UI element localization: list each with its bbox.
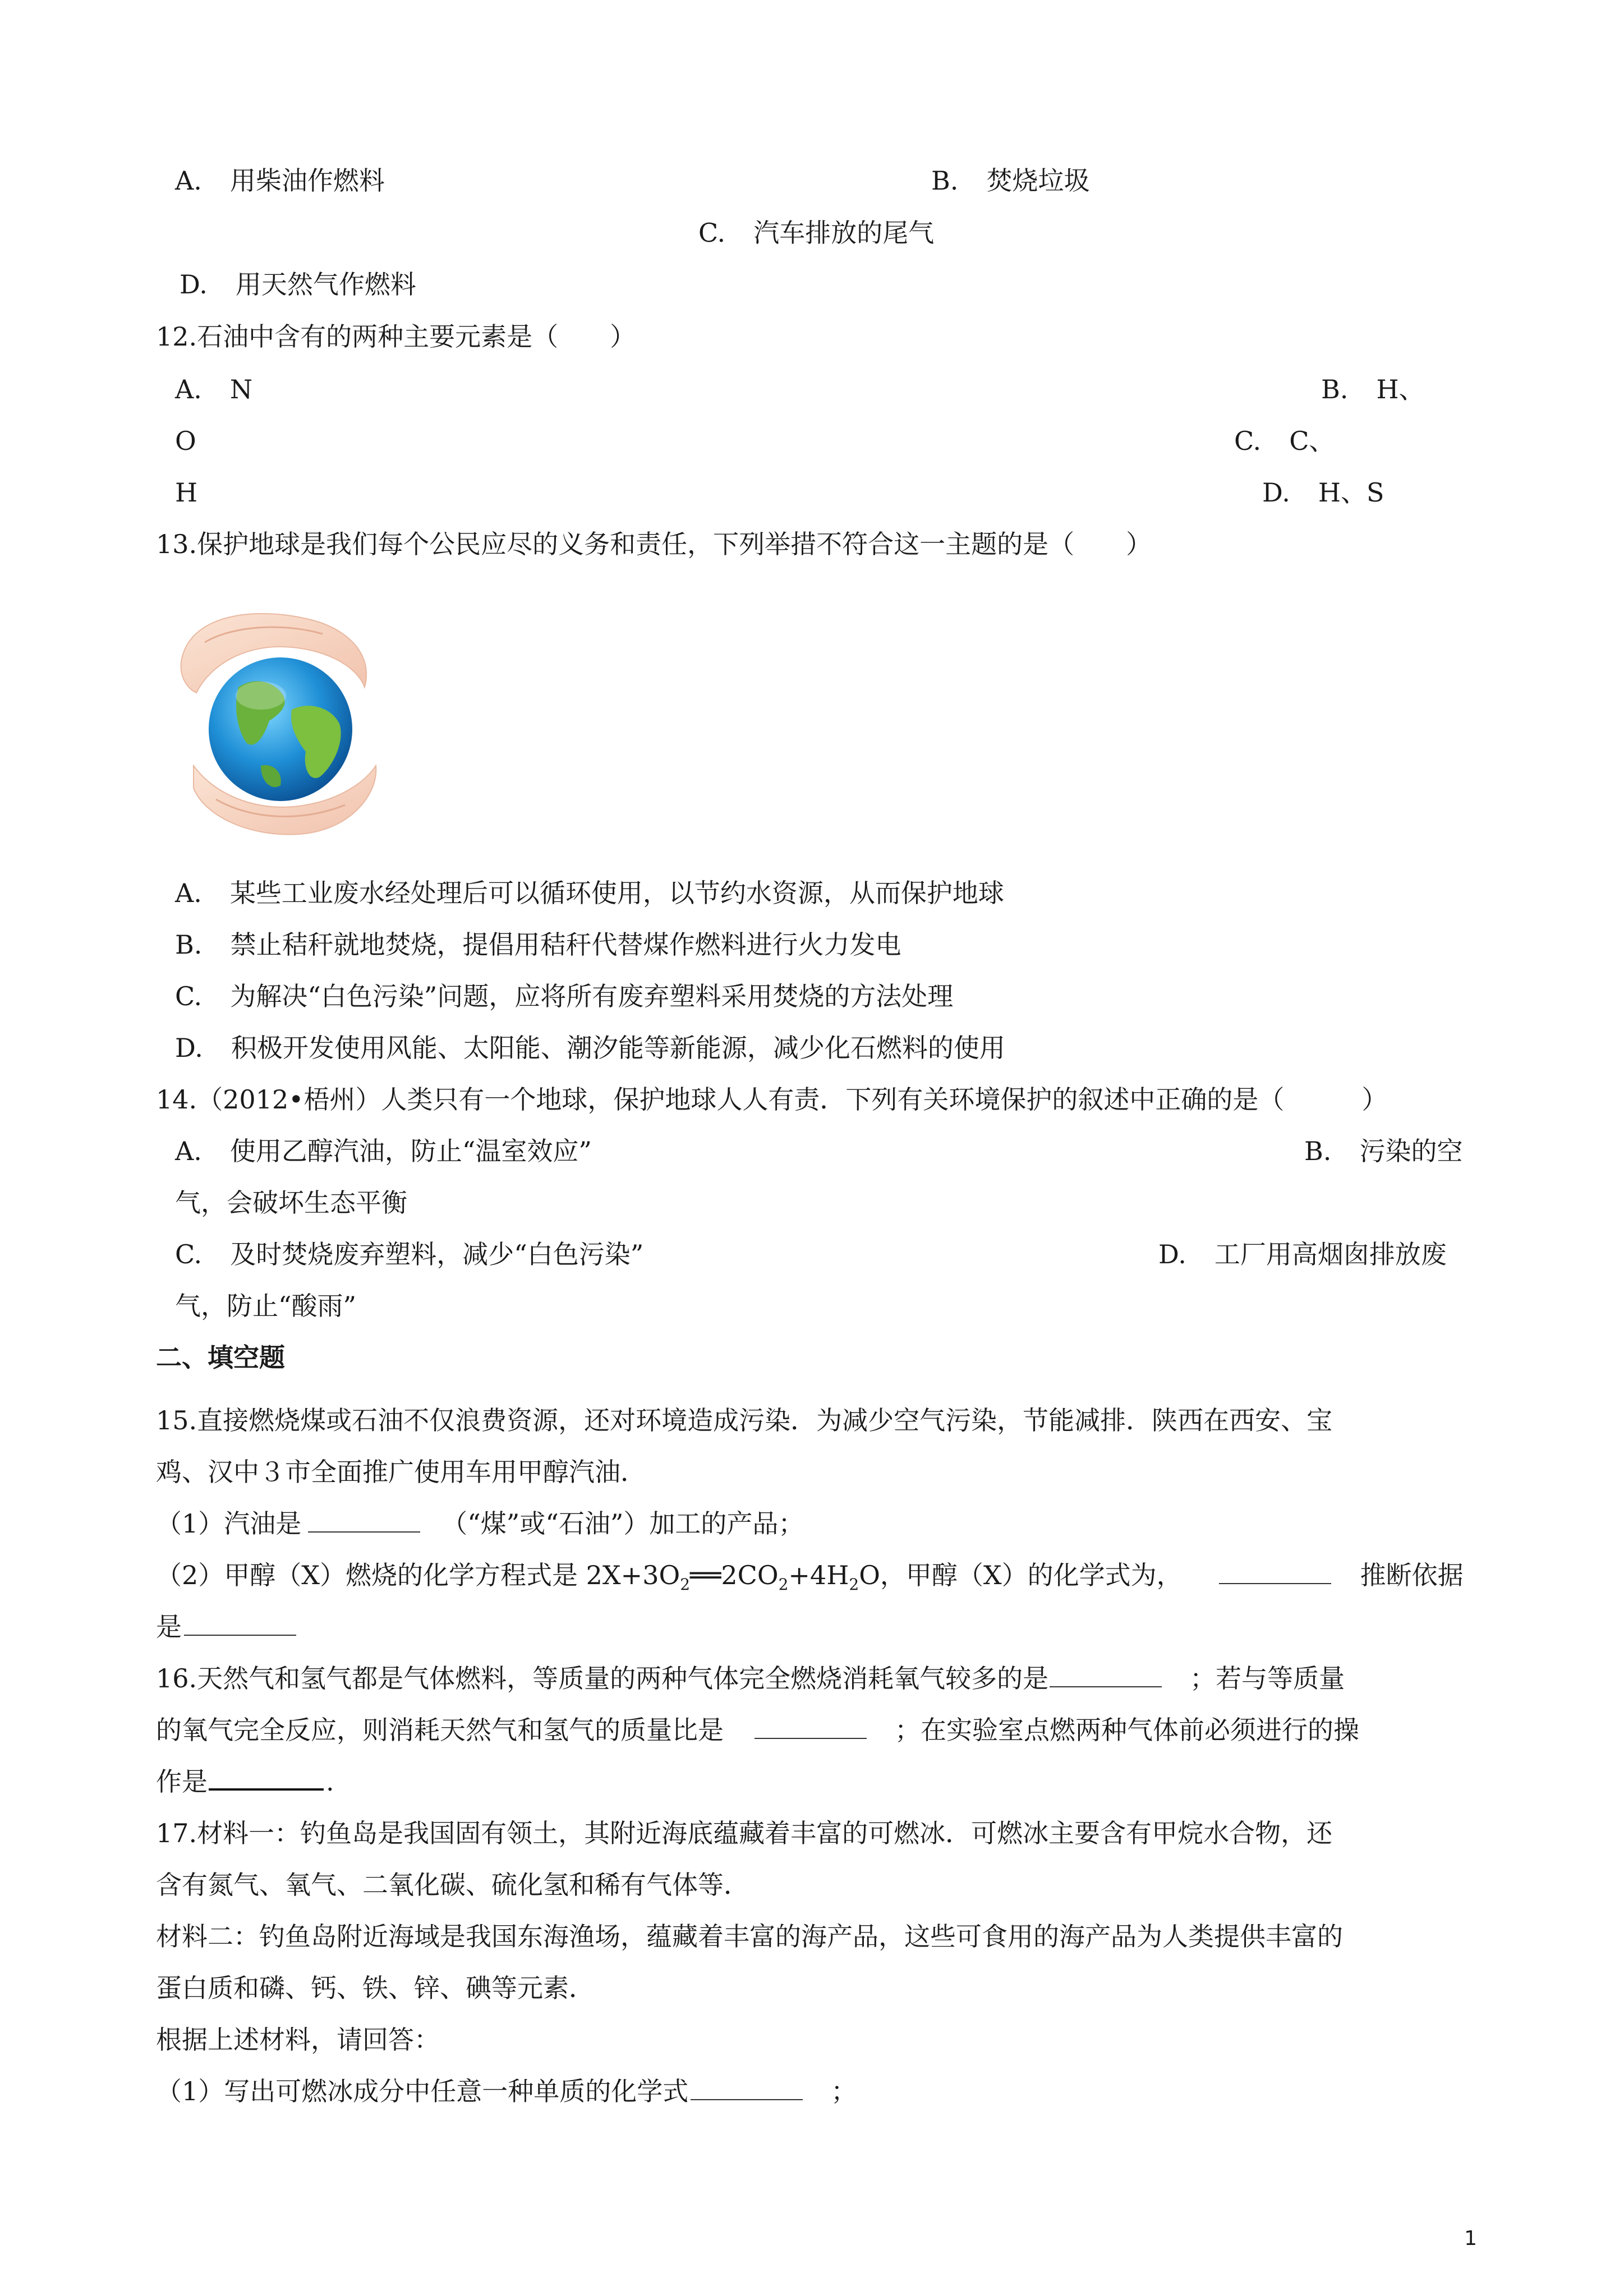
question-text: （2）甲醇（X）燃烧的化学方程式是 2X+3O xyxy=(156,1560,680,1590)
q13-option-a xyxy=(175,875,1004,911)
question-text: ； xyxy=(831,2076,857,2106)
q17-line2: 含有氮气、氧气、二氧化碳、硫化氢和稀有气体等． xyxy=(156,1870,749,1900)
q12-option-c xyxy=(1234,423,1335,459)
option-text: 某些工业废水经处理后可以循环使用，以节约水资源，从而保护地球 xyxy=(229,878,1004,908)
q13-option-c xyxy=(175,978,953,1014)
answer-blank[interactable] xyxy=(184,1612,296,1636)
q12-stem: 12.石油中含有的两种主要元素是（ ） xyxy=(156,321,636,352)
option-text: H、S xyxy=(1318,477,1384,508)
q14-option-a xyxy=(175,1133,592,1169)
question-text: （1）写出可燃冰成分中任意一种单质的化学式 xyxy=(156,2076,689,2106)
answer-blank[interactable] xyxy=(209,1766,324,1791)
option-text: 用天然气作燃料 xyxy=(235,269,416,300)
q16-line3 xyxy=(156,1764,334,1800)
option-letter: D. xyxy=(1158,1239,1186,1269)
question-text: 作是 xyxy=(156,1766,208,1797)
q12-option-a xyxy=(175,371,252,407)
q15-sub2 xyxy=(156,1557,1464,1603)
question-text: 是 xyxy=(156,1612,182,1642)
q13-stem: 13.保护地球是我们每个公民应尽的义务和责任，下列举措不符合这一主题的是（ ） xyxy=(156,529,1152,559)
option-letter: D. xyxy=(1262,477,1290,508)
option-text: 为解决“白色污染”问题，应将所有废弃塑料采用焚烧的方法处理 xyxy=(230,981,954,1011)
q16-line2 xyxy=(156,1712,1359,1748)
q12-option-b xyxy=(1321,371,1425,407)
globe-in-hands-icon xyxy=(171,603,387,839)
q17-line1: 17.材料一：钓鱼岛是我国固有领土，其附近海底蕴藏着丰富的可燃冰．可燃冰主要含有甲烷水合物，还 xyxy=(156,1818,1333,1848)
question-text: . xyxy=(326,1766,334,1797)
equation-text: +4H xyxy=(788,1560,849,1590)
question-text: 16.天然气和氢气都是气体燃料，等质量的两种气体完全燃烧消耗氧气较多的是 xyxy=(156,1663,1049,1694)
q14-option-d xyxy=(1158,1236,1447,1272)
option-text: 汽车排放的尾气 xyxy=(753,218,935,248)
option-text: 禁止秸秆就地焚烧，提倡用秸秆代替煤作燃料进行火力发电 xyxy=(230,930,901,960)
answer-blank[interactable] xyxy=(1050,1664,1162,1687)
q17-sub1 xyxy=(156,2073,857,2109)
option-text: H、 xyxy=(1376,374,1425,404)
answer-blank[interactable] xyxy=(308,1509,420,1533)
q17-line5: 根据上述材料，请回答： xyxy=(156,2024,440,2055)
answer-blank[interactable] xyxy=(1219,1561,1331,1584)
page-number: 1 xyxy=(1464,2227,1477,2250)
subscript: 2 xyxy=(680,1575,691,1594)
question-text: （1）汽油是 xyxy=(156,1508,302,1539)
option-text: 积极开发使用风能、太阳能、潮汐能等新能源，减少化石燃料的使用 xyxy=(231,1033,1005,1063)
option-letter: C. xyxy=(1234,426,1262,456)
question-text: 的氧气完全反应，则消耗天然气和氢气的质量比是 xyxy=(156,1715,724,1745)
q14-option-b xyxy=(1304,1133,1462,1169)
subscript: 2 xyxy=(778,1575,789,1594)
q13-option-b xyxy=(175,927,901,963)
q15-sub2-line2 xyxy=(156,1609,296,1645)
q14-option-d-continued: 气，防止“酸雨” xyxy=(175,1291,357,1321)
option-letter: D. xyxy=(180,269,208,300)
answer-blank[interactable] xyxy=(691,2077,803,2100)
q17-line4: 蛋白质和磷、钙、铁、锌、碘等元素． xyxy=(156,1973,595,2003)
option-letter: A. xyxy=(175,1136,202,1166)
q12-option-b-continued: O xyxy=(175,426,196,456)
q11-option-b xyxy=(931,163,1089,199)
option-text: N xyxy=(229,374,253,404)
option-text: C、 xyxy=(1289,426,1335,456)
option-letter: D. xyxy=(175,1033,203,1063)
option-letter: A. xyxy=(175,878,202,908)
q16-line1 xyxy=(156,1660,1345,1696)
question-text: O，甲醇（X）的化学式为， xyxy=(859,1560,1183,1590)
option-text: 使用乙醇汽油，防止“温室效应” xyxy=(229,1136,592,1166)
q15-stem-line2: 鸡、汉中３市全面推广使用车用甲醇汽油． xyxy=(156,1457,646,1487)
question-text: （“煤”或“石油”）加工的产品； xyxy=(441,1508,804,1539)
option-letter: C. xyxy=(698,218,726,248)
q12-option-c-continued: H xyxy=(175,477,198,508)
q13-option-d xyxy=(175,1030,1005,1066)
option-text: 及时焚烧废弃塑料，减少“白色污染” xyxy=(230,1239,644,1269)
option-letter: B. xyxy=(175,930,203,960)
option-text: 焚烧垃圾 xyxy=(986,165,1090,196)
answer-blank[interactable] xyxy=(755,1715,867,1739)
equation-text: ══2CO xyxy=(690,1560,779,1590)
q14-option-c xyxy=(175,1236,643,1272)
section-heading: 二、填空题 xyxy=(156,1342,285,1373)
q12-option-d xyxy=(1262,475,1384,510)
q11-option-c xyxy=(698,215,934,251)
q14-option-b-continued: 气，会破坏生态平衡 xyxy=(175,1188,407,1218)
option-letter: C. xyxy=(175,981,203,1011)
option-letter: A. xyxy=(175,374,202,404)
question-text: 推断依据 xyxy=(1360,1560,1464,1590)
option-letter: C. xyxy=(175,1239,203,1269)
option-text: 工厂用高烟囱排放废 xyxy=(1214,1239,1447,1269)
option-letter: B. xyxy=(1321,374,1349,404)
q15-stem-line1: 15.直接燃烧煤或石油不仅浪费资源，还对环境造成污染．为减少空气污染，节能减排．陕西在西安、宝 xyxy=(156,1405,1333,1435)
q15-sub1 xyxy=(156,1506,804,1542)
q17-line3: 材料二：钓鱼岛附近海域是我国东海渔场，蕴藏着丰富的海产品，这些可食用的海产品为人类提供丰富的 xyxy=(156,1921,1343,1952)
question-text: ；若与等质量 xyxy=(1190,1663,1345,1694)
option-text: 污染的空 xyxy=(1359,1136,1463,1166)
option-letter: B. xyxy=(1304,1136,1332,1166)
subscript: 2 xyxy=(849,1575,859,1594)
question-text: ；在实验室点燃两种气体前必须进行的操 xyxy=(895,1715,1359,1745)
option-text: 用柴油作燃料 xyxy=(229,165,385,196)
globe-in-hands-illustration xyxy=(171,603,387,839)
q11-option-a xyxy=(175,163,385,199)
option-letter: A. xyxy=(175,165,202,196)
option-letter: B. xyxy=(931,165,959,196)
q14-stem: 14.（2012•梧州）人类只有一个地球，保护地球人人有责．下列有关环境保护的叙述中正确的是（ ） xyxy=(156,1084,1388,1115)
q11-option-d xyxy=(180,266,416,302)
